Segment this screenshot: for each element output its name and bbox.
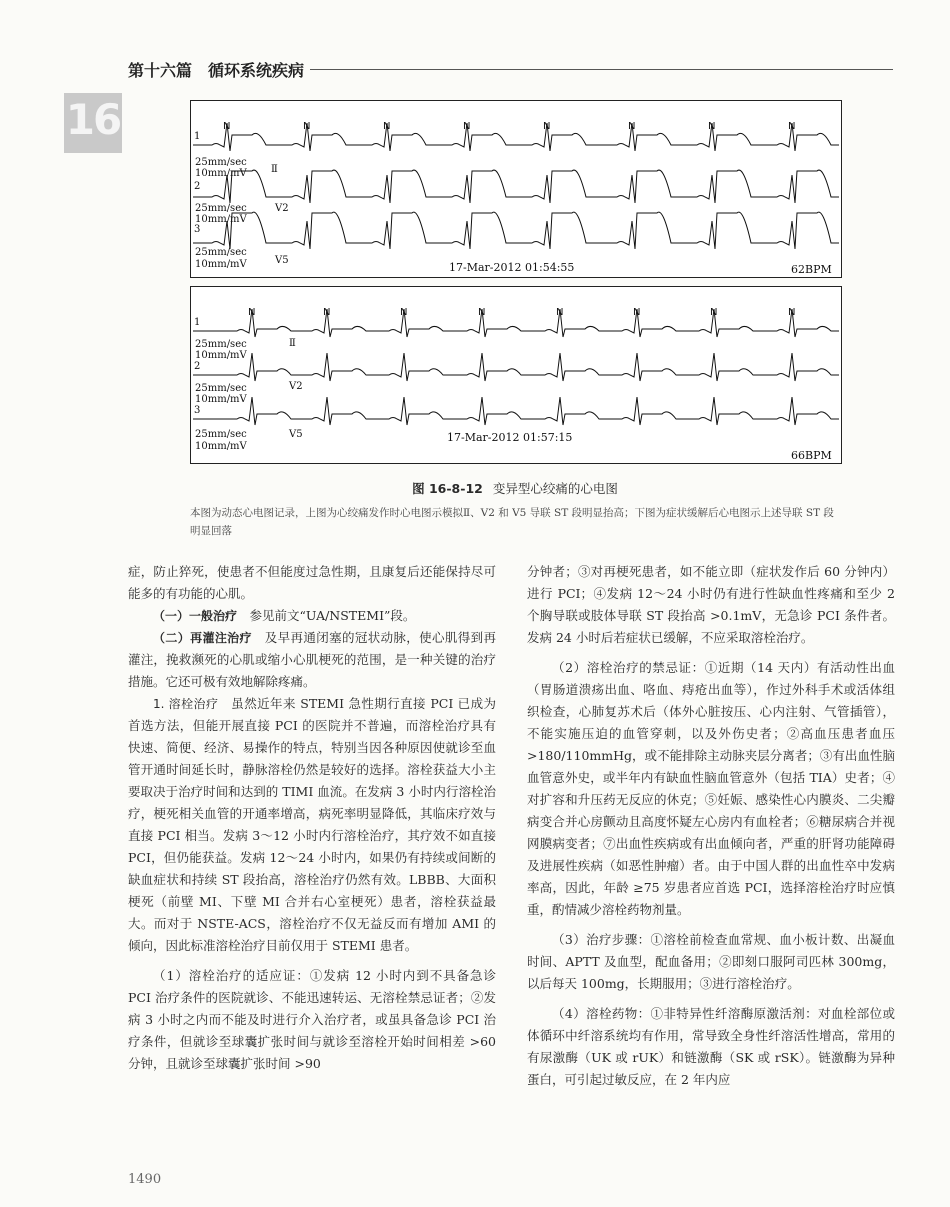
beat-marker: N [708,121,716,132]
ecg-trace [193,212,839,249]
figure-number: 图 16-8-12 [412,481,483,496]
ecg-trace [193,353,839,381]
paragraph: （4）溶栓药物：①非特异性纤溶酶原激活剂：对血栓部位或体循环中纤溶系统均有作用，常导致全身性纤溶活性增高，常用的有尿激酶（UK 或 rUK）和链激酶（SK 或 rSK）。链激酶为异种蛋白，可引起过敏反应，在 2 年内应 [527,1006,895,1087]
beat-marker: N [400,307,408,318]
speed-label: 25mm/sec [195,157,247,168]
lead-name: V2 [275,203,289,214]
gain-label: 10mm/mV [195,394,247,405]
gain-label: 10mm/mV [195,214,247,225]
paragraph: （二）再灌注治疗 及早再通闭塞的冠状动脉，使心肌得到再灌注，挽救濒死的心肌或缩小心肌梗死的范围，是一种关键的治疗措施。它还可极有效地解除疼痛。 [128,630,496,689]
paragraph: 分钟者；③对再梗死患者，如不能立即（症状发作后 60 分钟内）进行 PCI；④发病 12～24 小时仍有进行性缺血性疼痛和至少 2 个胸导联或肢体导联 ST 段抬高 >0.1mV，无急诊 PCI 条件者。发病 24 小时后若症状已缓解，不应采取溶栓治疗。 [527,564,895,645]
paragraph: （2）溶栓治疗的禁忌证：①近期（14 天内）有活动性出血（胃肠道溃疡出血、咯血、痔疮出血等），作过外科手术或活体组织检查，心肺复苏术后（体外心脏按压、心内注射、气管插管），不能实施压迫的血管穿刺，以及外伤史者；②高血压患者血压 >180/110mmHg，或不能排除主动脉夹层分离者；③有出血性脑血管意外史，或半年内有缺血性脑血管意外（包括 TIA）史者；④对扩容和升压药无反应的休克；⑤妊娠、感染性心内膜炎、二尖瓣病变合并心房颤动且高度怀疑左心房内有血栓者；⑥糖尿病合并视网膜病变者；⑦出血性疾病或有出血倾向者，严重的肝肾功能障碍及进展性疾病（如恶性肿瘤）者。由于中国人群的出血性卒中发病率高，因此，年龄 ≥75 岁患者应首选 PCI，选择溶栓治疗时应慎重，酌情减少溶栓药物剂量。 [527,660,895,917]
chapter-badge [64,93,122,153]
beat-marker: N [628,121,636,132]
beat-marker: N [543,121,551,132]
lead-name: V5 [289,429,303,440]
ecg-trace [193,170,839,203]
paragraph: （1）溶栓治疗的适应证：①发病 12 小时内到不具备急诊 PCI 治疗条件的医院就诊、不能迅速转运、无溶栓禁忌证者；②发病 3 小时之内而不能及时进行介入治疗者，或虽具备急诊 PCI 治疗条件，但就诊至球囊扩张时间与就诊至溶栓开始时间相差 >60 分钟，且就诊至球囊扩张时间 >90 [128,968,496,1071]
part-title: 第十六篇 循环系统疾病 [128,61,310,80]
beat-marker: N [556,307,564,318]
paragraph: （3）治疗步骤：①溶栓前检查血常规、血小板计数、出凝血时间、APTT 及血型，配血备用；②即刻口服阿司匹林 300mg，以后每天 100mg，长期服用；③进行溶栓治疗。 [527,932,895,991]
heart-rate: 66BPM [791,449,832,462]
speed-label: 25mm/sec [195,247,247,258]
beat-marker: N [223,121,231,132]
gain-label: 10mm/mV [195,168,247,179]
paragraph: 1. 溶栓治疗 虽然近年来 STEMI 急性期行直接 PCI 已成为首选方法，但能开展直接 PCI 的医院并不普遍，而溶栓治疗具有快速、简便、经济、易操作的特点，特别当因各种原因使就诊至血管开通时间延长时，静脉溶栓仍然是较好的选择。溶栓获益大小主要取决于治疗时间和达到的 TIMI 血流。在发病 3 小时内行溶栓治疗，梗死相关血管的开通率增高，病死率明显降低，其临床疗效与直接 PCI 相当。发病 3～12 小时内行溶栓治疗，其疗效不如直接 PCI，但仍能获益。发病 12～24 小时内，如果仍有持续或间断的缺血症状和持续 ST 段抬高，溶栓治疗仍然有效。LBBB、大面积梗死（前壁 MI、下壁 MI 合并右心室梗死）患者，溶栓获益最大。而对于 NSTE-ACS，溶栓治疗不仅无益反而有增加 AMI 的倾向，因此标准溶栓治疗目前仅用于 STEMI 患者。 [128,696,496,953]
beat-marker: N [788,307,796,318]
lead-name: V2 [289,381,303,392]
ecg-panel-top [190,100,842,278]
channel-label: 1 [194,131,201,142]
subsection-heading: 1. 溶栓治疗 [153,697,219,711]
channel-label: 2 [194,181,201,192]
beat-marker: N [788,121,796,132]
right-column [527,561,895,1091]
ecg-trace [193,309,839,337]
lead-name: Ⅱ [289,338,296,349]
section-heading: （一）一般治疗 [153,609,238,623]
running-header [128,58,893,82]
chapter-number: 16 [65,95,121,144]
ecg-trace [193,397,839,425]
channel-label: 3 [194,405,201,416]
speed-label: 25mm/sec [195,339,247,350]
gain-label: 10mm/mV [195,441,247,452]
channel-label: 3 [194,224,201,235]
figure-note: 本图为动态心电图记录，上图为心绞痛发作时心电图示模拟Ⅱ、V2 和 V5 导联 ST 段明显抬高；下图为症状缓解后心电图示上述导联 ST 段明显回落 [190,507,834,537]
beat-marker: N [248,307,256,318]
beat-marker: N [710,307,718,318]
section-heading: （二）再灌注治疗 [153,631,252,645]
ecg-trace [193,123,839,151]
left-column [128,561,496,1075]
beat-marker: N [633,307,641,318]
timestamp: 17-Mar-2012 01:57:15 [447,431,573,444]
speed-label: 25mm/sec [195,203,247,214]
gain-label: 10mm/mV [195,259,247,270]
channel-label: 1 [194,317,201,328]
heart-rate: 62BPM [791,263,832,276]
figure-caption [190,479,840,497]
timestamp: 17-Mar-2012 01:54:55 [449,261,575,274]
lead-name: Ⅱ [271,164,278,175]
speed-label: 25mm/sec [195,383,247,394]
ecg-traces-top [191,101,841,277]
ecg-traces-bottom [191,287,841,463]
lead-name: V5 [275,255,289,266]
paragraph: （一）一般治疗 参见前文“UA/NSTEMI”段。 [153,608,416,623]
beat-marker: N [478,307,486,318]
beat-marker: N [323,307,331,318]
ecg-panel-bottom [190,286,842,464]
page-number: 1490 [128,1172,162,1187]
gain-label: 10mm/mV [195,350,247,361]
speed-label: 25mm/sec [195,429,247,440]
beat-marker: N [303,121,311,132]
beat-marker: N [383,121,391,132]
beat-marker: N [463,121,471,132]
paragraph: 症，防止猝死，使患者不但能度过急性期，且康复后还能保持尽可能多的有功能的心肌。 [128,564,496,601]
channel-label: 2 [194,361,201,372]
figure-title: 变异型心绞痛的心电图 [492,481,618,496]
